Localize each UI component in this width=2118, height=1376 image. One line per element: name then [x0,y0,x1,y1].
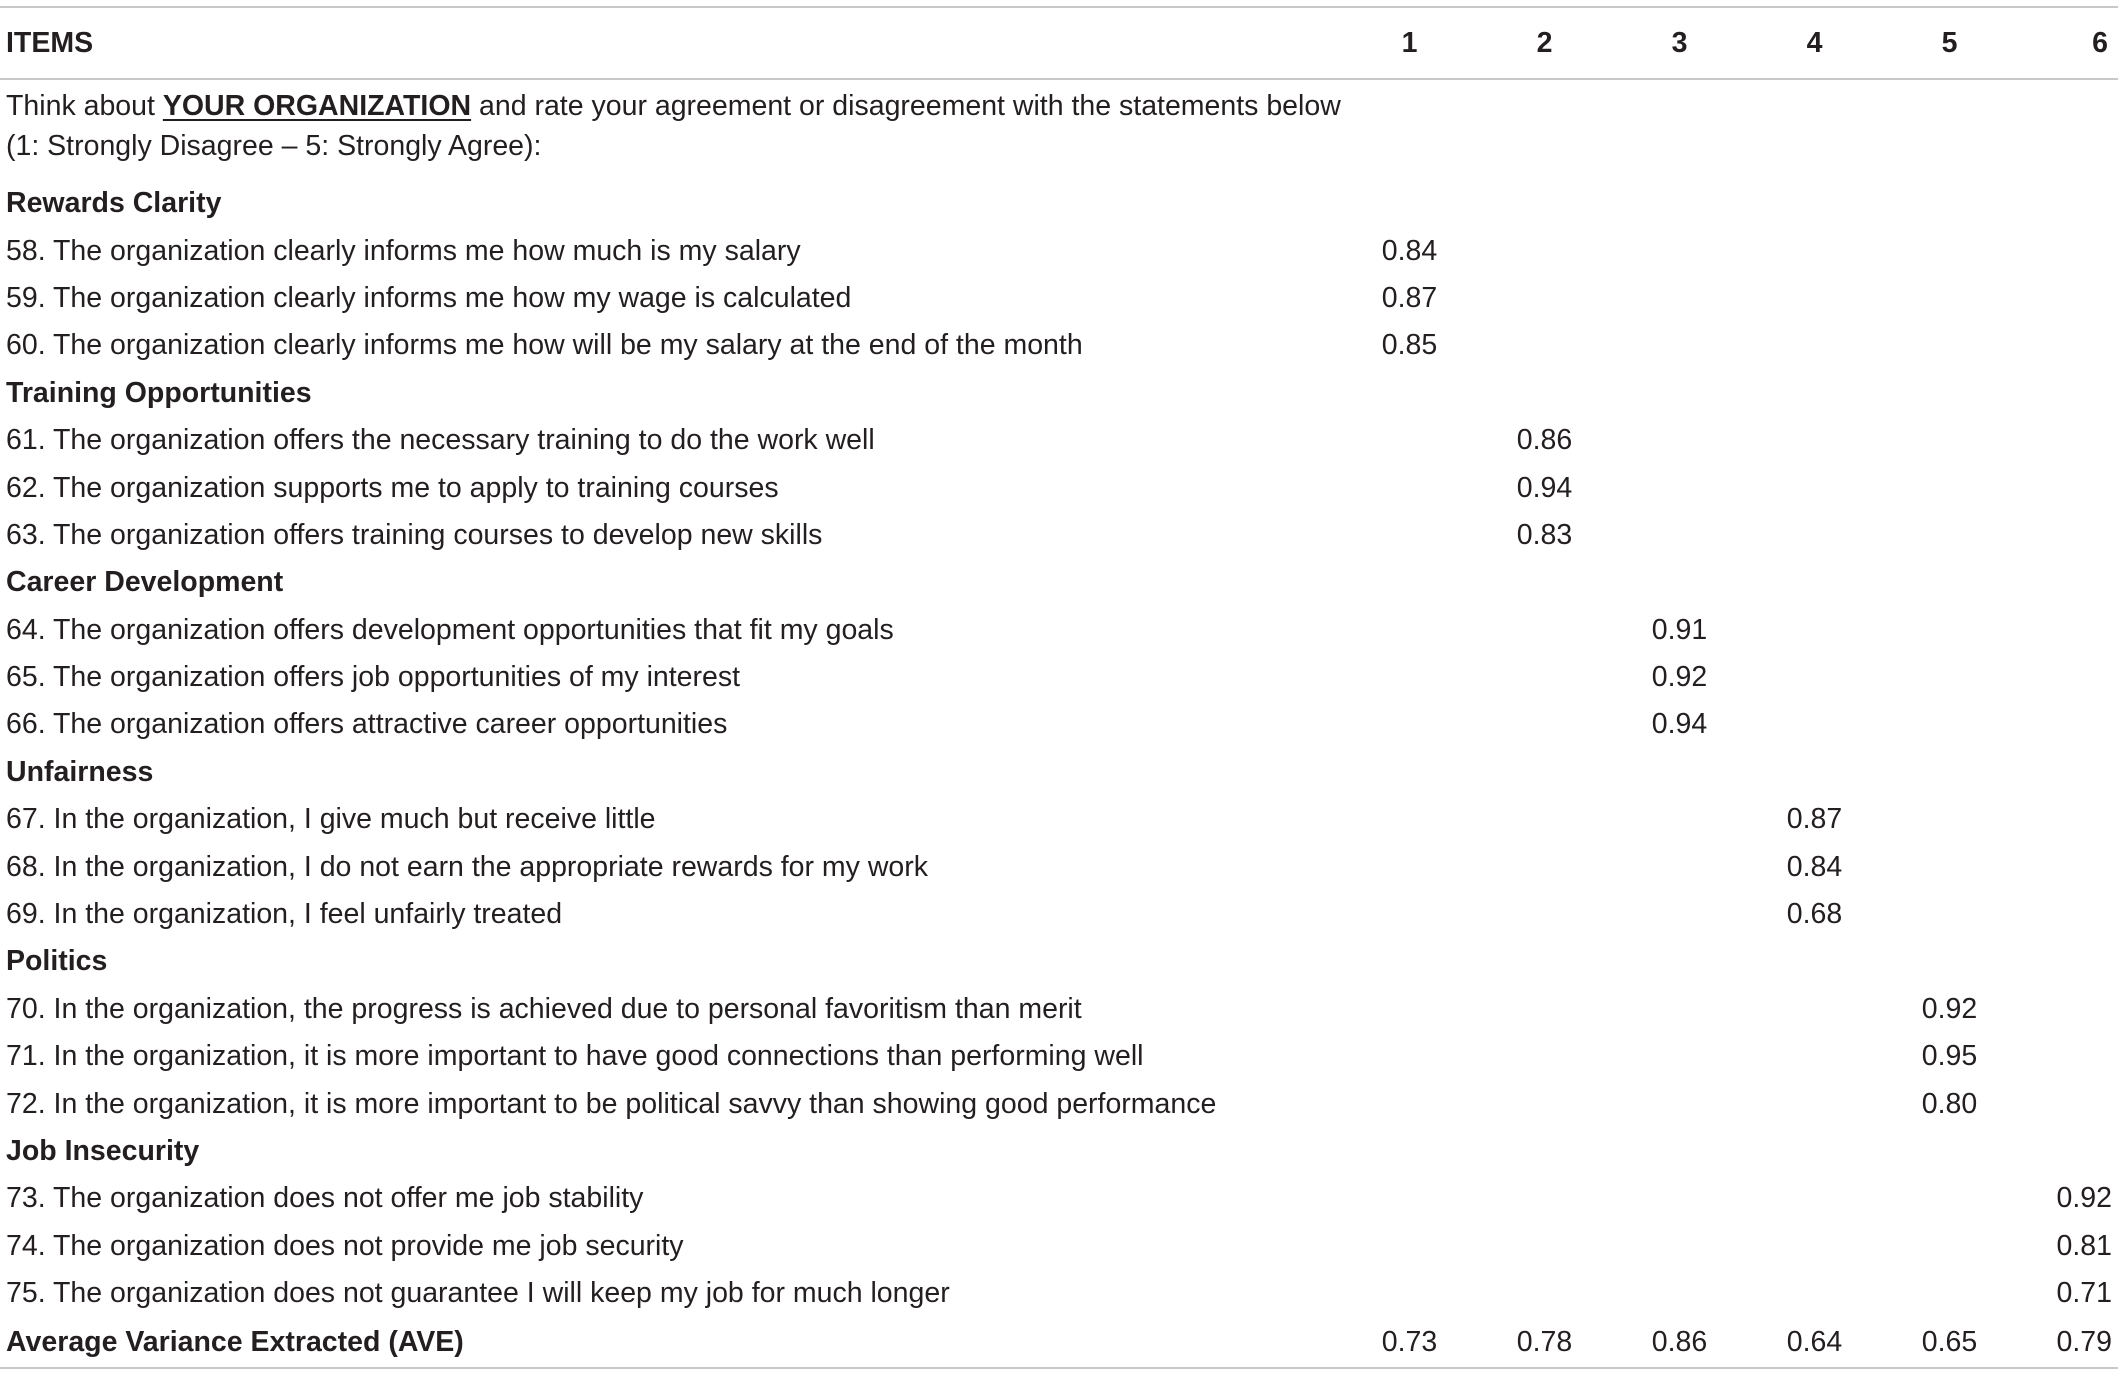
header-items: ITEMS [0,7,1342,79]
item-statement: 67. In the organization, I give much but receive little [6,803,656,836]
loading-value: 0.94 [1651,708,1708,741]
loading-value: 0.87 [1786,803,1843,836]
ave-value: 0.79 [2017,1317,2118,1368]
section-title: Politics [6,945,108,978]
item-statement: 69. In the organization, I feel unfairly treated [6,898,563,931]
item-statement: 61. The organization offers the necessary training to do the work well [6,424,875,457]
instruction-emphasis: YOUR ORGANIZATION [162,90,472,122]
item-statement: 62. The organization supports me to apply to training courses [6,471,779,504]
table-row [0,275,2118,322]
table-row [0,464,2118,511]
ave-value: 0.65 [1882,1317,2017,1368]
loading-value: 0.87 [1381,281,1438,314]
section-title: Rewards Clarity [6,187,222,220]
header-col-1: 1 [1342,7,1477,79]
item-statement: 71. In the organization, it is more important to have good connections than performing well [6,1040,1144,1073]
loading-value: 0.85 [1381,329,1438,362]
loading-value: 0.81 [2056,1229,2112,1262]
item-statement: 64. The organization offers development opportunities that fit my goals [6,613,894,646]
loading-value: 0.83 [1516,518,1573,551]
ave-label: Average Variance Extracted (AVE) [0,1317,1342,1368]
header-col-4: 4 [1747,7,1882,79]
section-title: Job Insecurity [6,1135,200,1167]
table-row [0,607,2118,654]
table-row [0,654,2118,701]
table-body [0,79,2118,1368]
loading-value: 0.92 [1651,661,1708,694]
table-row [0,796,2118,843]
section-row [0,180,2118,227]
ave-row [0,1317,2118,1368]
ave-value: 0.73 [1342,1317,1477,1368]
item-statement: 66. The organization offers attractive career opportunities [6,708,728,741]
item-statement: 59. The organization clearly informs me how my wage is calculated [6,281,852,314]
section-title: Training Opportunities [6,376,312,409]
loading-value: 0.95 [1921,1040,1978,1073]
table-row [0,986,2118,1033]
header-col-3: 3 [1612,7,1747,79]
instruction-before: Think about [6,90,163,122]
table-row [0,227,2118,274]
table-row [0,1270,2118,1317]
loading-value: 0.84 [1786,850,1843,883]
table-row [0,1223,2118,1270]
instruction-text [0,79,1342,180]
item-statement: 65. The organization offers job opportunities of my interest [6,661,741,694]
table-row [0,1033,2118,1080]
item-statement: 70. In the organization, the progress is achieved due to personal favoritism than merit [6,992,1082,1025]
loading-value: 0.84 [1381,234,1438,267]
header-col-6: 6 [2017,7,2118,79]
item-statement: 74. The organization does not provide me job security [6,1229,684,1262]
ave-value: 0.64 [1747,1317,1882,1368]
loading-value: 0.92 [1921,992,1978,1025]
loading-value: 0.68 [1786,898,1843,931]
section-row [0,749,2118,796]
loading-value: 0.80 [1921,1087,1978,1120]
table-row [0,891,2118,938]
table-row [0,417,2118,464]
table-row [0,1175,2118,1222]
loading-value: 0.92 [2056,1182,2112,1215]
factor-loadings-table [0,6,2118,1369]
section-row [0,1128,2118,1175]
header-col-5: 5 [1882,7,2017,79]
table-row [0,322,2118,369]
instruction-after: and rate your agreement or disagreement with the statements below (1: Strongly Disagree – 5: Strongly Agree): [6,90,1341,162]
ave-value: 0.86 [1612,1317,1747,1368]
header-col-2: 2 [1477,7,1612,79]
section-title: Career Development [6,566,284,599]
item-statement: 75. The organization does not guarantee I will keep my job for much longer [6,1277,950,1310]
loading-value: 0.91 [1651,613,1708,646]
instruction-row [0,79,2118,180]
item-statement: 68. In the organization, I do not earn the appropriate rewards for my work [6,850,929,883]
table-row [0,701,2118,748]
item-statement: 63. The organization offers training courses to develop new skills [6,518,823,551]
loading-value: 0.71 [2056,1277,2112,1310]
loading-value: 0.94 [1516,471,1573,504]
ave-value: 0.78 [1477,1317,1612,1368]
item-statement: 72. In the organization, it is more important to be political savvy than showing good performance [6,1087,1217,1120]
section-row [0,938,2118,985]
table-header-row [0,7,2118,79]
section-row [0,370,2118,417]
table-row [0,1080,2118,1127]
section-title: Unfairness [6,755,154,788]
table-row [0,843,2118,890]
item-statement: 73. The organization does not offer me job stability [6,1182,644,1215]
loading-value: 0.86 [1516,424,1573,457]
item-statement: 60. The organization clearly informs me how will be my salary at the end of the month [6,329,1083,362]
item-statement: 58. The organization clearly informs me how much is my salary [6,234,801,267]
section-row [0,559,2118,606]
table-row [0,512,2118,559]
